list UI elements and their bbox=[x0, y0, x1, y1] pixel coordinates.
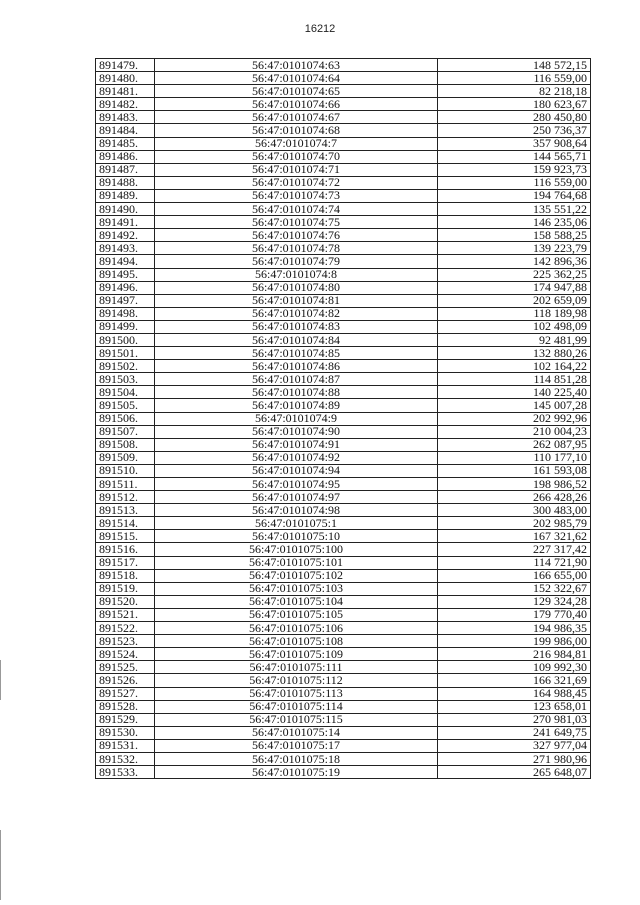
row-number: 891481. bbox=[96, 85, 155, 98]
row-number: 891513. bbox=[96, 504, 155, 517]
cadastral-number: 56:47:0101075:109 bbox=[155, 648, 438, 661]
row-number: 891533. bbox=[96, 766, 155, 779]
row-number: 891528. bbox=[96, 700, 155, 713]
table-row bbox=[96, 648, 591, 661]
row-number: 891507. bbox=[96, 425, 155, 438]
page-number: 16212 bbox=[304, 23, 336, 35]
table-row bbox=[96, 491, 591, 504]
cadastral-number: 56:47:0101074:9 bbox=[155, 412, 438, 425]
cadastral-value: 123 658,01 bbox=[438, 700, 591, 713]
cadastral-number: 56:47:0101074:79 bbox=[155, 255, 438, 268]
cadastral-value: 210 004,23 bbox=[438, 425, 591, 438]
cadastral-number: 56:47:0101074:66 bbox=[155, 98, 438, 111]
cadastral-value: 180 623,67 bbox=[438, 98, 591, 111]
table-row bbox=[96, 464, 591, 477]
cadastral-number: 56:47:0101074:7 bbox=[155, 137, 438, 150]
cadastral-value: 300 483,00 bbox=[438, 504, 591, 517]
table-row bbox=[96, 85, 591, 98]
table-row bbox=[96, 176, 591, 189]
table-row bbox=[96, 451, 591, 464]
cadastral-number: 56:47:0101074:87 bbox=[155, 373, 438, 386]
row-number: 891493. bbox=[96, 242, 155, 255]
table-row bbox=[96, 98, 591, 111]
row-number: 891518. bbox=[96, 569, 155, 582]
row-number: 891488. bbox=[96, 176, 155, 189]
cadastral-value: 194 764,68 bbox=[438, 189, 591, 202]
table-row bbox=[96, 347, 591, 360]
row-number: 891498. bbox=[96, 307, 155, 320]
cadastral-value: 216 984,81 bbox=[438, 648, 591, 661]
cadastral-number: 56:47:0101075:17 bbox=[155, 739, 438, 752]
row-number: 891529. bbox=[96, 713, 155, 726]
cadastral-number: 56:47:0101074:64 bbox=[155, 72, 438, 85]
cadastral-number: 56:47:0101074:71 bbox=[155, 163, 438, 176]
cadastral-number: 56:47:0101075:114 bbox=[155, 700, 438, 713]
row-number: 891487. bbox=[96, 163, 155, 176]
cadastral-value: 202 659,09 bbox=[438, 294, 591, 307]
row-number: 891526. bbox=[96, 674, 155, 687]
row-number: 891480. bbox=[96, 72, 155, 85]
cadastral-number: 56:47:0101074:83 bbox=[155, 320, 438, 333]
row-number: 891486. bbox=[96, 150, 155, 163]
cadastral-value: 158 588,25 bbox=[438, 229, 591, 242]
row-number: 891495. bbox=[96, 268, 155, 281]
table-row bbox=[96, 595, 591, 608]
cadastral-number: 56:47:0101074:97 bbox=[155, 491, 438, 504]
row-number: 891485. bbox=[96, 137, 155, 150]
scan-edge-mark-bottom bbox=[0, 830, 1, 900]
cadastral-number: 56:47:0101075:106 bbox=[155, 622, 438, 635]
row-number: 891512. bbox=[96, 491, 155, 504]
cadastral-value: 145 007,28 bbox=[438, 399, 591, 412]
table-row bbox=[96, 163, 591, 176]
row-number: 891521. bbox=[96, 608, 155, 621]
cadastral-value: 161 593,08 bbox=[438, 464, 591, 477]
cadastral-value: 199 986,00 bbox=[438, 635, 591, 648]
cadastral-number: 56:47:0101074:98 bbox=[155, 504, 438, 517]
row-number: 891497. bbox=[96, 294, 155, 307]
table-row bbox=[96, 373, 591, 386]
cadastral-number: 56:47:0101074:86 bbox=[155, 360, 438, 373]
row-number: 891508. bbox=[96, 438, 155, 451]
cadastral-number: 56:47:0101075:104 bbox=[155, 595, 438, 608]
cadastral-value: 152 322,67 bbox=[438, 582, 591, 595]
cadastral-number: 56:47:0101074:90 bbox=[155, 425, 438, 438]
cadastral-value: 241 649,75 bbox=[438, 726, 591, 739]
cadastral-value: 174 947,88 bbox=[438, 281, 591, 294]
cadastral-number: 56:47:0101074:89 bbox=[155, 399, 438, 412]
table-row bbox=[96, 72, 591, 85]
cadastral-value: 164 988,45 bbox=[438, 687, 591, 700]
cadastral-value: 109 992,30 bbox=[438, 661, 591, 674]
row-number: 891496. bbox=[96, 281, 155, 294]
row-number: 891505. bbox=[96, 399, 155, 412]
cadastral-number: 56:47:0101075:14 bbox=[155, 726, 438, 739]
row-number: 891506. bbox=[96, 412, 155, 425]
cadastral-value: 280 450,80 bbox=[438, 111, 591, 124]
cadastral-number: 56:47:0101075:113 bbox=[155, 687, 438, 700]
cadastral-value: 110 177,10 bbox=[438, 451, 591, 464]
row-number: 891490. bbox=[96, 203, 155, 216]
cadastral-number: 56:47:0101074:76 bbox=[155, 229, 438, 242]
cadastral-value: 102 164,22 bbox=[438, 360, 591, 373]
cadastral-value: 250 736,37 bbox=[438, 124, 591, 137]
cadastral-number: 56:47:0101074:84 bbox=[155, 333, 438, 346]
table-row bbox=[96, 137, 591, 150]
table-row bbox=[96, 216, 591, 229]
row-number: 891523. bbox=[96, 635, 155, 648]
cadastral-number: 56:47:0101075:100 bbox=[155, 543, 438, 556]
table-row bbox=[96, 281, 591, 294]
table-row bbox=[96, 320, 591, 333]
row-number: 891482. bbox=[96, 98, 155, 111]
row-number: 891484. bbox=[96, 124, 155, 137]
cadastral-value: 142 896,36 bbox=[438, 255, 591, 268]
cadastral-value: 225 362,25 bbox=[438, 268, 591, 281]
table-row bbox=[96, 713, 591, 726]
row-number: 891510. bbox=[96, 464, 155, 477]
row-number: 891499. bbox=[96, 320, 155, 333]
table-row bbox=[96, 255, 591, 268]
cadastral-number: 56:47:0101074:88 bbox=[155, 386, 438, 399]
table-row bbox=[96, 124, 591, 137]
row-number: 891519. bbox=[96, 582, 155, 595]
row-number: 891527. bbox=[96, 687, 155, 700]
cadastral-value: 140 225,40 bbox=[438, 386, 591, 399]
cadastral-number: 56:47:0101074:8 bbox=[155, 268, 438, 281]
row-number: 891515. bbox=[96, 530, 155, 543]
table-row bbox=[96, 294, 591, 307]
cadastral-value: 116 559,00 bbox=[438, 72, 591, 85]
row-number: 891502. bbox=[96, 360, 155, 373]
row-number: 891516. bbox=[96, 543, 155, 556]
table-row bbox=[96, 386, 591, 399]
cadastral-value: 167 321,62 bbox=[438, 530, 591, 543]
cadastral-value: 327 977,04 bbox=[438, 739, 591, 752]
table-row bbox=[96, 504, 591, 517]
cadastral-value: 132 880,26 bbox=[438, 347, 591, 360]
table-row bbox=[96, 307, 591, 320]
cadastral-value: 114 851,28 bbox=[438, 373, 591, 386]
cadastral-value: 118 189,98 bbox=[438, 307, 591, 320]
cadastral-value: 166 655,00 bbox=[438, 569, 591, 582]
cadastral-value: 202 985,79 bbox=[438, 517, 591, 530]
cadastral-number: 56:47:0101074:95 bbox=[155, 478, 438, 491]
row-number: 891479. bbox=[96, 59, 155, 72]
cadastral-value: 227 317,42 bbox=[438, 543, 591, 556]
cadastral-number: 56:47:0101075:101 bbox=[155, 556, 438, 569]
cadastral-value: 202 992,96 bbox=[438, 412, 591, 425]
cadastral-number: 56:47:0101075:102 bbox=[155, 569, 438, 582]
table-row bbox=[96, 412, 591, 425]
row-number: 891509. bbox=[96, 451, 155, 464]
table-row bbox=[96, 189, 591, 202]
cadastral-value: 144 565,71 bbox=[438, 150, 591, 163]
table-row bbox=[96, 478, 591, 491]
table-row bbox=[96, 425, 591, 438]
row-number: 891489. bbox=[96, 189, 155, 202]
table-row bbox=[96, 399, 591, 412]
table-row bbox=[96, 268, 591, 281]
cadastral-number: 56:47:0101075:111 bbox=[155, 661, 438, 674]
cadastral-number: 56:47:0101074:63 bbox=[155, 59, 438, 72]
cadastral-value: 262 087,95 bbox=[438, 438, 591, 451]
cadastral-value: 179 770,40 bbox=[438, 608, 591, 621]
cadastral-number: 56:47:0101075:10 bbox=[155, 530, 438, 543]
table-row bbox=[96, 608, 591, 621]
cadastral-number: 56:47:0101075:19 bbox=[155, 766, 438, 779]
cadastral-value-table bbox=[95, 58, 591, 779]
cadastral-number: 56:47:0101074:80 bbox=[155, 281, 438, 294]
cadastral-number: 56:47:0101075:108 bbox=[155, 635, 438, 648]
cadastral-value: 270 981,03 bbox=[438, 713, 591, 726]
table-row bbox=[96, 622, 591, 635]
cadastral-number: 56:47:0101074:68 bbox=[155, 124, 438, 137]
row-number: 891532. bbox=[96, 752, 155, 765]
cadastral-value: 135 551,22 bbox=[438, 203, 591, 216]
row-number: 891494. bbox=[96, 255, 155, 268]
table-row bbox=[96, 739, 591, 752]
cadastral-value: 265 648,07 bbox=[438, 766, 591, 779]
table-row bbox=[96, 543, 591, 556]
table-row bbox=[96, 203, 591, 216]
cadastral-number: 56:47:0101075:112 bbox=[155, 674, 438, 687]
cadastral-number: 56:47:0101074:70 bbox=[155, 150, 438, 163]
table-row bbox=[96, 766, 591, 779]
table-row bbox=[96, 661, 591, 674]
row-number: 891531. bbox=[96, 739, 155, 752]
cadastral-value: 102 498,09 bbox=[438, 320, 591, 333]
cadastral-value: 159 923,73 bbox=[438, 163, 591, 176]
cadastral-value: 139 223,79 bbox=[438, 242, 591, 255]
table-row bbox=[96, 229, 591, 242]
table-row bbox=[96, 700, 591, 713]
cadastral-number: 56:47:0101075:105 bbox=[155, 608, 438, 621]
table-row bbox=[96, 674, 591, 687]
cadastral-value: 198 986,52 bbox=[438, 478, 591, 491]
cadastral-value: 266 428,26 bbox=[438, 491, 591, 504]
cadastral-number: 56:47:0101075:1 bbox=[155, 517, 438, 530]
row-number: 891522. bbox=[96, 622, 155, 635]
cadastral-number: 56:47:0101074:65 bbox=[155, 85, 438, 98]
table-row bbox=[96, 530, 591, 543]
cadastral-value: 114 721,90 bbox=[438, 556, 591, 569]
table-row bbox=[96, 360, 591, 373]
row-number: 891511. bbox=[96, 478, 155, 491]
cadastral-value: 82 218,18 bbox=[438, 85, 591, 98]
cadastral-value: 146 235,06 bbox=[438, 216, 591, 229]
table-row bbox=[96, 333, 591, 346]
table-row bbox=[96, 438, 591, 451]
cadastral-number: 56:47:0101074:78 bbox=[155, 242, 438, 255]
cadastral-number: 56:47:0101075:103 bbox=[155, 582, 438, 595]
table-row bbox=[96, 59, 591, 72]
cadastral-value: 129 324,28 bbox=[438, 595, 591, 608]
cadastral-value: 271 980,96 bbox=[438, 752, 591, 765]
row-number: 891520. bbox=[96, 595, 155, 608]
cadastral-value: 166 321,69 bbox=[438, 674, 591, 687]
row-number: 891525. bbox=[96, 661, 155, 674]
cadastral-value: 194 986,35 bbox=[438, 622, 591, 635]
cadastral-number: 56:47:0101074:82 bbox=[155, 307, 438, 320]
row-number: 891524. bbox=[96, 648, 155, 661]
row-number: 891500. bbox=[96, 333, 155, 346]
table-body bbox=[96, 59, 591, 779]
cadastral-value: 92 481,99 bbox=[438, 333, 591, 346]
row-number: 891501. bbox=[96, 347, 155, 360]
row-number: 891514. bbox=[96, 517, 155, 530]
table-row bbox=[96, 569, 591, 582]
table-row bbox=[96, 517, 591, 530]
table-row bbox=[96, 726, 591, 739]
cadastral-number: 56:47:0101074:92 bbox=[155, 451, 438, 464]
table-row bbox=[96, 635, 591, 648]
row-number: 891491. bbox=[96, 216, 155, 229]
table-row bbox=[96, 687, 591, 700]
table-row bbox=[96, 556, 591, 569]
row-number: 891483. bbox=[96, 111, 155, 124]
row-number: 891504. bbox=[96, 386, 155, 399]
cadastral-number: 56:47:0101075:115 bbox=[155, 713, 438, 726]
row-number: 891530. bbox=[96, 726, 155, 739]
cadastral-value: 357 908,64 bbox=[438, 137, 591, 150]
table-row bbox=[96, 150, 591, 163]
cadastral-number: 56:47:0101074:67 bbox=[155, 111, 438, 124]
row-number: 891492. bbox=[96, 229, 155, 242]
row-number: 891503. bbox=[96, 373, 155, 386]
cadastral-value: 148 572,15 bbox=[438, 59, 591, 72]
table-row bbox=[96, 111, 591, 124]
table-row bbox=[96, 582, 591, 595]
row-number: 891517. bbox=[96, 556, 155, 569]
cadastral-number: 56:47:0101074:81 bbox=[155, 294, 438, 307]
scan-edge-mark-top bbox=[0, 660, 1, 700]
cadastral-number: 56:47:0101075:18 bbox=[155, 752, 438, 765]
cadastral-number: 56:47:0101074:75 bbox=[155, 216, 438, 229]
cadastral-number: 56:47:0101074:91 bbox=[155, 438, 438, 451]
cadastral-number: 56:47:0101074:72 bbox=[155, 176, 438, 189]
cadastral-number: 56:47:0101074:73 bbox=[155, 189, 438, 202]
cadastral-number: 56:47:0101074:74 bbox=[155, 203, 438, 216]
cadastral-number: 56:47:0101074:85 bbox=[155, 347, 438, 360]
table-row bbox=[96, 752, 591, 765]
cadastral-number: 56:47:0101074:94 bbox=[155, 464, 438, 477]
table-row bbox=[96, 242, 591, 255]
cadastral-value: 116 559,00 bbox=[438, 176, 591, 189]
